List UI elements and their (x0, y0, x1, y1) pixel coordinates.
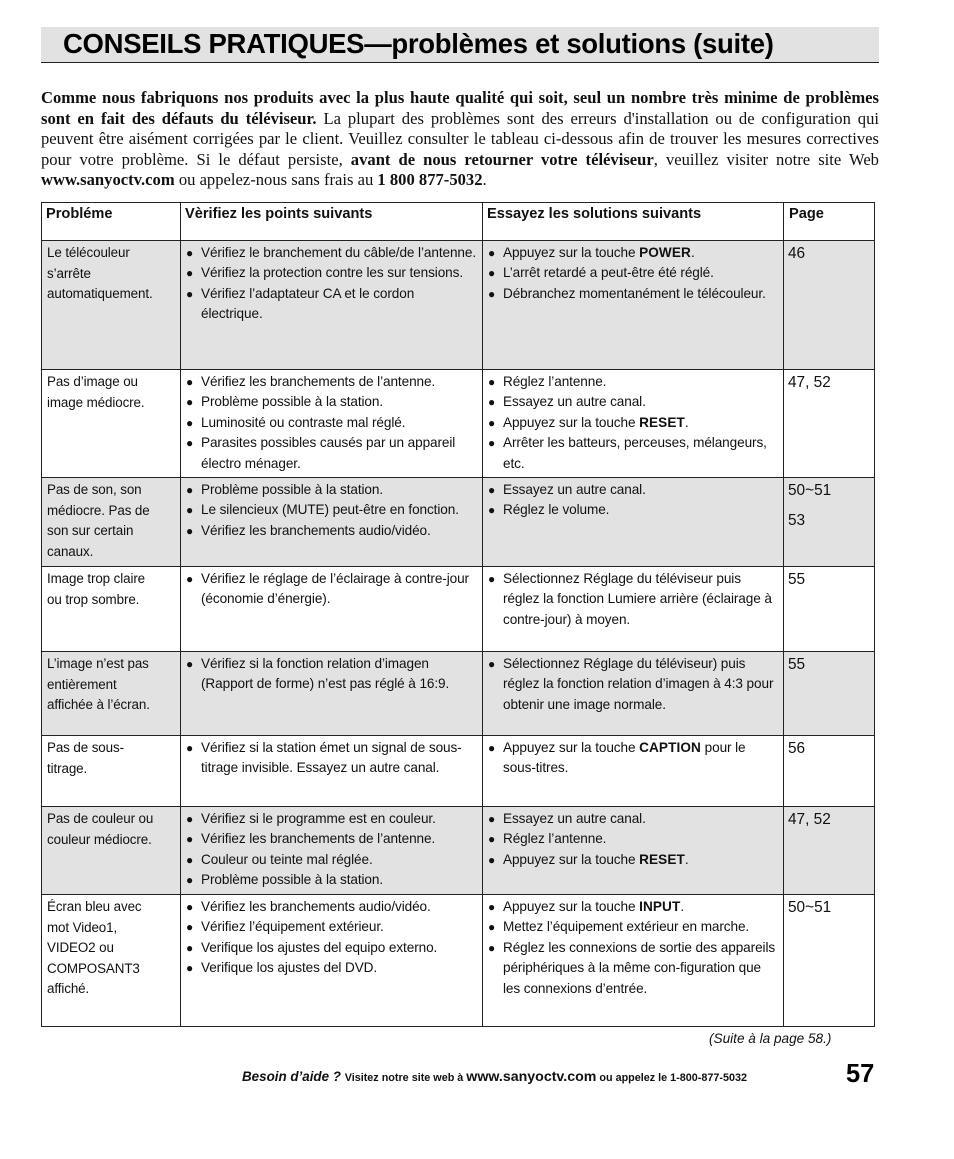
solution-item (486, 243, 779, 263)
footer (242, 1068, 747, 1086)
checks-list (184, 809, 478, 891)
bullet-dot-icon: ● (488, 832, 496, 847)
remote-key-label: POWER (639, 245, 691, 260)
solution-text: Essayez un autre canal. (503, 482, 646, 497)
bullet-dot-icon: ● (488, 503, 496, 518)
check-text: Le silencieux (MUTE) peut-être en fonction. (201, 502, 459, 518)
check-item (184, 243, 478, 263)
problem-cell: Le télécouleur s’arrête automatiquement. (42, 241, 181, 370)
check-text: Couleur ou teinte mal réglée. (201, 851, 373, 867)
check-text: Vérifiez les branchements de l’antenne. (201, 831, 436, 847)
solutions-list (486, 809, 779, 870)
page-ref: 55 (788, 571, 806, 588)
checks-list (184, 569, 478, 610)
solution-item (486, 500, 779, 520)
header-page: Page (784, 203, 875, 241)
check-text: Parasites possibles causés par un appareil électro ménager. (201, 435, 456, 471)
solution-item (486, 897, 779, 917)
solutions-list (486, 654, 779, 715)
check-text: Problème possible à la station. (201, 872, 384, 888)
solutions-cell (483, 241, 784, 370)
check-text: Vérifiez les branchements audio/vidéo. (201, 522, 431, 538)
bullet-dot-icon: ● (186, 572, 194, 586)
header-essayez: Essayez les solutions suivants (483, 203, 784, 241)
solution-text: Mettez l’équipement extérieur en marche. (503, 919, 750, 935)
bullet-dot-icon: ● (186, 375, 194, 389)
intro-text-1: La plupart des problèmes sont des erreurs d'installation ou de configuration qui peuvent être aisément corrigées par le client. Veuillez consulter le tableau ci-dessous afin de trouver les mesures correctives pour votre problème. Si le défaut persiste (41, 108, 880, 169)
check-item (184, 938, 478, 958)
bullet-dot-icon: ● (186, 503, 194, 518)
problem-cell: Pas de couleur ou couleur médiocre. (42, 807, 181, 895)
solutions-cell (483, 736, 784, 807)
checks-list (184, 897, 478, 979)
solution-text: Débranchez momentanément le télécouleur. (503, 285, 766, 301)
continued-note: (Suite à la page 58.) (709, 1031, 832, 1046)
title-bar (41, 27, 879, 63)
solution-item (486, 392, 779, 412)
check-text: Vérifiez le branchement du câble/de l’antenne. (201, 245, 477, 260)
solution-item (486, 284, 779, 304)
solution-item (486, 433, 779, 474)
solutions-cell (483, 567, 784, 652)
bullet-dot-icon: ● (186, 483, 194, 497)
checks-cell (181, 895, 483, 1027)
check-text: Vérifiez l’adaptateur CA et le cordon électrique. (201, 285, 415, 322)
check-item (184, 480, 478, 500)
check-item (184, 654, 478, 695)
check-text: Verifique los ajustes del equipo externo. (201, 939, 438, 955)
check-item (184, 263, 478, 283)
footer-help: Besoin d’aide ? (242, 1069, 345, 1084)
bullet-dot-icon: ● (488, 852, 496, 867)
bullet-dot-icon: ● (186, 940, 194, 955)
bullet-dot-icon: ● (186, 395, 194, 410)
solution-text-tail: . (684, 414, 689, 430)
solution-text: Sélectionnez Réglage du téléviseur) puis réglez la fonction relation d’imagen à 4:3 pour obtenir une image normale. (503, 656, 774, 712)
solutions-cell (483, 652, 784, 736)
footer-website: www.sanyoctv.com (466, 1069, 597, 1085)
intro-bold-2: avant de nous retourner votre téléviseur (350, 149, 654, 169)
check-text: Vérifiez si le programme est en couleur. (201, 811, 436, 826)
check-text: Verifique los ajustes del DVD. (201, 960, 378, 976)
solutions-cell (483, 478, 784, 567)
checks-cell (181, 567, 483, 652)
bullet-dot-icon: ● (488, 246, 496, 260)
bullet-dot-icon: ● (186, 832, 194, 847)
table-row (42, 478, 875, 567)
page-ref: 46 (788, 245, 806, 262)
solution-item (486, 413, 779, 433)
bullet-dot-icon: ● (186, 900, 194, 914)
page-cell (784, 241, 875, 370)
checks-cell (181, 807, 483, 895)
intro-bold-1: Comme nous fabriquons nos produits avec la plus haute qualité qui soit, seul un nombre très minime de problèmes sont en fait des défauts du téléviseur. (41, 88, 879, 128)
solution-text: Sélectionnez Réglage du téléviseur puis réglez la fonction Lumiere arrière (éclairage à contre-jour) à moyen. (503, 571, 772, 627)
bullet-dot-icon: ● (488, 940, 496, 955)
page-ref: 47, 52 (788, 374, 831, 391)
check-item (184, 433, 478, 474)
bullet-dot-icon: ● (186, 961, 194, 976)
table-row (42, 807, 875, 895)
check-text: Luminosité ou contraste mal réglé. (201, 414, 406, 430)
bullet-dot-icon: ● (186, 741, 194, 755)
solution-text-tail: . (680, 899, 685, 914)
page-cell (784, 807, 875, 895)
solutions-list (486, 372, 779, 474)
checks-cell (181, 241, 483, 370)
solutions-cell (483, 807, 784, 895)
solutions-list (486, 243, 779, 304)
table-row (42, 241, 875, 370)
solution-text: Essayez un autre canal. (503, 811, 646, 826)
intro-website: www.sanyoctv.com (41, 170, 175, 190)
solution-item (486, 829, 779, 849)
solution-item (486, 372, 779, 392)
bullet-dot-icon: ● (488, 266, 496, 281)
solutions-list (486, 569, 779, 630)
check-item (184, 392, 478, 412)
check-item (184, 500, 478, 520)
solution-item (486, 263, 779, 283)
bullet-dot-icon: ● (488, 657, 496, 671)
table-row (42, 370, 875, 478)
solution-item (486, 917, 779, 937)
intro-paragraph (41, 88, 879, 191)
checks-list (184, 372, 478, 474)
troubleshooting-table (41, 202, 875, 1027)
bullet-dot-icon: ● (186, 873, 194, 888)
bullet-dot-icon: ● (488, 900, 496, 914)
problem-cell: Image trop claire ou trop sombre. (42, 567, 181, 652)
problem-cell: Pas de son, son médiocre. Pas de son sur certain canaux. (42, 478, 181, 567)
check-text: Problème possible à la station. (201, 482, 384, 497)
table-row (42, 567, 875, 652)
solution-item (486, 738, 779, 779)
solution-text: Réglez le volume. (503, 502, 610, 518)
table-body (42, 241, 875, 1027)
solution-item (486, 480, 779, 500)
solution-item (486, 654, 779, 715)
problem-cell: L’image n’est pas entièrement affichée à l’écran. (42, 652, 181, 736)
solutions-list (486, 480, 779, 521)
check-item (184, 829, 478, 849)
solution-text: Arrêter les batteurs, perceuses, mélangeurs, etc. (503, 435, 767, 471)
checks-list (184, 654, 478, 695)
solutions-list (486, 738, 779, 779)
page-ref: 56 (788, 740, 806, 757)
bullet-dot-icon: ● (488, 395, 496, 410)
check-item (184, 958, 478, 978)
intro-comma: , (338, 149, 351, 169)
header-verifiez: Vèrifiez les points suivants (181, 203, 483, 241)
check-item (184, 284, 478, 325)
bullet-dot-icon: ● (488, 415, 496, 430)
checks-cell (181, 370, 483, 478)
check-item (184, 738, 478, 779)
page-ref: 47, 52 (788, 811, 831, 828)
table-row (42, 895, 875, 1027)
bullet-dot-icon: ● (488, 741, 496, 755)
solution-item (486, 569, 779, 630)
solutions-cell (483, 370, 784, 478)
solution-item (486, 809, 779, 829)
bullet-dot-icon: ● (488, 483, 496, 497)
bullet-dot-icon: ● (488, 920, 496, 935)
remote-key-label: CAPTION (639, 740, 701, 755)
problem-cell: Pas d’image ou image médiocre. (42, 370, 181, 478)
page-ref: 50~51 (788, 482, 832, 499)
check-text: Vérifiez la protection contre les sur tensions. (201, 265, 464, 281)
footer-visit: Visitez notre site web à (344, 1072, 467, 1084)
check-item (184, 521, 478, 541)
problem-cell: Écran bleu avec mot Video1, VIDEO2 ou COMPOSANT3 affiché. (42, 895, 181, 1027)
solution-text: Réglez les connexions de sortie des appareils périphériques à la même con-figuration que les connexions d’entrée. (503, 939, 776, 996)
solution-text-tail: . (690, 245, 695, 260)
bullet-dot-icon: ● (186, 657, 194, 671)
remote-key-label: INPUT (639, 899, 681, 914)
remote-key-label: RESET (639, 851, 685, 867)
bullet-dot-icon: ● (186, 812, 194, 826)
page-cell (784, 567, 875, 652)
header-probleme: Probléme (42, 203, 181, 241)
page-number: 57 (846, 1060, 875, 1088)
solution-text: Réglez l’antenne. (503, 831, 607, 847)
checks-cell (181, 736, 483, 807)
check-text: Vérifiez si la fonction relation d’imagen (Rapport de forme) n’est pas réglé à 16:9. (201, 656, 450, 692)
bullet-dot-icon: ● (488, 436, 496, 451)
page-title: CONSEILS PRATIQUES—problèmes et solutions (suite) (63, 28, 774, 59)
page-ref: 55 (788, 656, 806, 673)
check-item (184, 372, 478, 392)
bullet-dot-icon: ● (186, 436, 194, 451)
check-text: Vérifiez l’équipement extérieur. (201, 919, 384, 935)
bullet-dot-icon: ● (488, 812, 496, 826)
bullet-dot-icon: ● (488, 572, 496, 586)
page-cell (784, 370, 875, 478)
check-item (184, 809, 478, 829)
solution-text: Appuyez sur la touche (503, 245, 640, 260)
intro-phone: 1 800 877-5032 (377, 170, 483, 190)
page-cell (784, 736, 875, 807)
checks-list (184, 480, 478, 541)
table-row (42, 652, 875, 736)
solution-text: Appuyez sur la touche (503, 414, 640, 430)
check-text: Vérifiez les branchements audio/vidéo. (201, 899, 431, 914)
check-item (184, 897, 478, 917)
solution-text: Essayez un autre canal. (503, 394, 646, 410)
bullet-dot-icon: ● (186, 415, 194, 430)
page-cell (784, 478, 875, 567)
check-item (184, 569, 478, 610)
intro-text-2: , veuillez visiter notre site Web (653, 149, 879, 169)
solution-text: Réglez l’antenne. (503, 374, 607, 389)
solution-item (486, 850, 779, 870)
solution-text-tail: . (684, 851, 689, 867)
solution-text-tail: pour le sous-titres. (503, 740, 746, 776)
footer-call: ou appelez le 1-800-877-5032 (596, 1072, 748, 1084)
problem-cell: Pas de sous- titrage. (42, 736, 181, 807)
bullet-dot-icon: ● (186, 920, 194, 935)
solution-text: Appuyez sur la touche (503, 899, 640, 914)
remote-key-label: RESET (639, 414, 685, 430)
checks-list (184, 243, 478, 325)
solution-text: L’arrêt retardé a peut-être été réglé. (503, 265, 714, 281)
bullet-dot-icon: ● (186, 852, 194, 867)
bullet-dot-icon: ● (186, 246, 194, 260)
intro-text-4: . (482, 170, 487, 190)
checks-list (184, 738, 478, 779)
bullet-dot-icon: ● (186, 523, 194, 538)
check-text: Vérifiez le réglage de l’éclairage à contre-jour (économie d’énergie). (201, 571, 469, 607)
checks-cell (181, 652, 483, 736)
solutions-list (486, 897, 779, 999)
bullet-dot-icon: ● (186, 286, 194, 301)
check-text: Problème possible à la station. (201, 394, 384, 410)
page-cell (784, 652, 875, 736)
check-item (184, 870, 478, 890)
bullet-dot-icon: ● (488, 375, 496, 389)
solution-text: Appuyez sur la touche (503, 851, 640, 867)
checks-cell (181, 478, 483, 567)
page-ref-secondary: 53 (788, 512, 806, 529)
check-item (184, 850, 478, 870)
bullet-dot-icon: ● (186, 266, 194, 281)
solution-item (486, 938, 779, 999)
check-text: Vérifiez si la station émet un signal de sous-titrage invisible. Essayez un autre canal. (201, 740, 462, 776)
page-ref: 50~51 (788, 899, 832, 916)
table-row (42, 736, 875, 807)
solutions-cell (483, 895, 784, 1027)
table-header-row (42, 203, 875, 241)
bullet-dot-icon: ● (488, 286, 496, 301)
check-item (184, 917, 478, 937)
solution-text: Appuyez sur la touche (503, 740, 640, 755)
check-text: Vérifiez les branchements de l’antenne. (201, 374, 436, 389)
intro-text-3: ou appelez-nous sans frais au (174, 170, 378, 190)
check-item (184, 413, 478, 433)
page-cell (784, 895, 875, 1027)
